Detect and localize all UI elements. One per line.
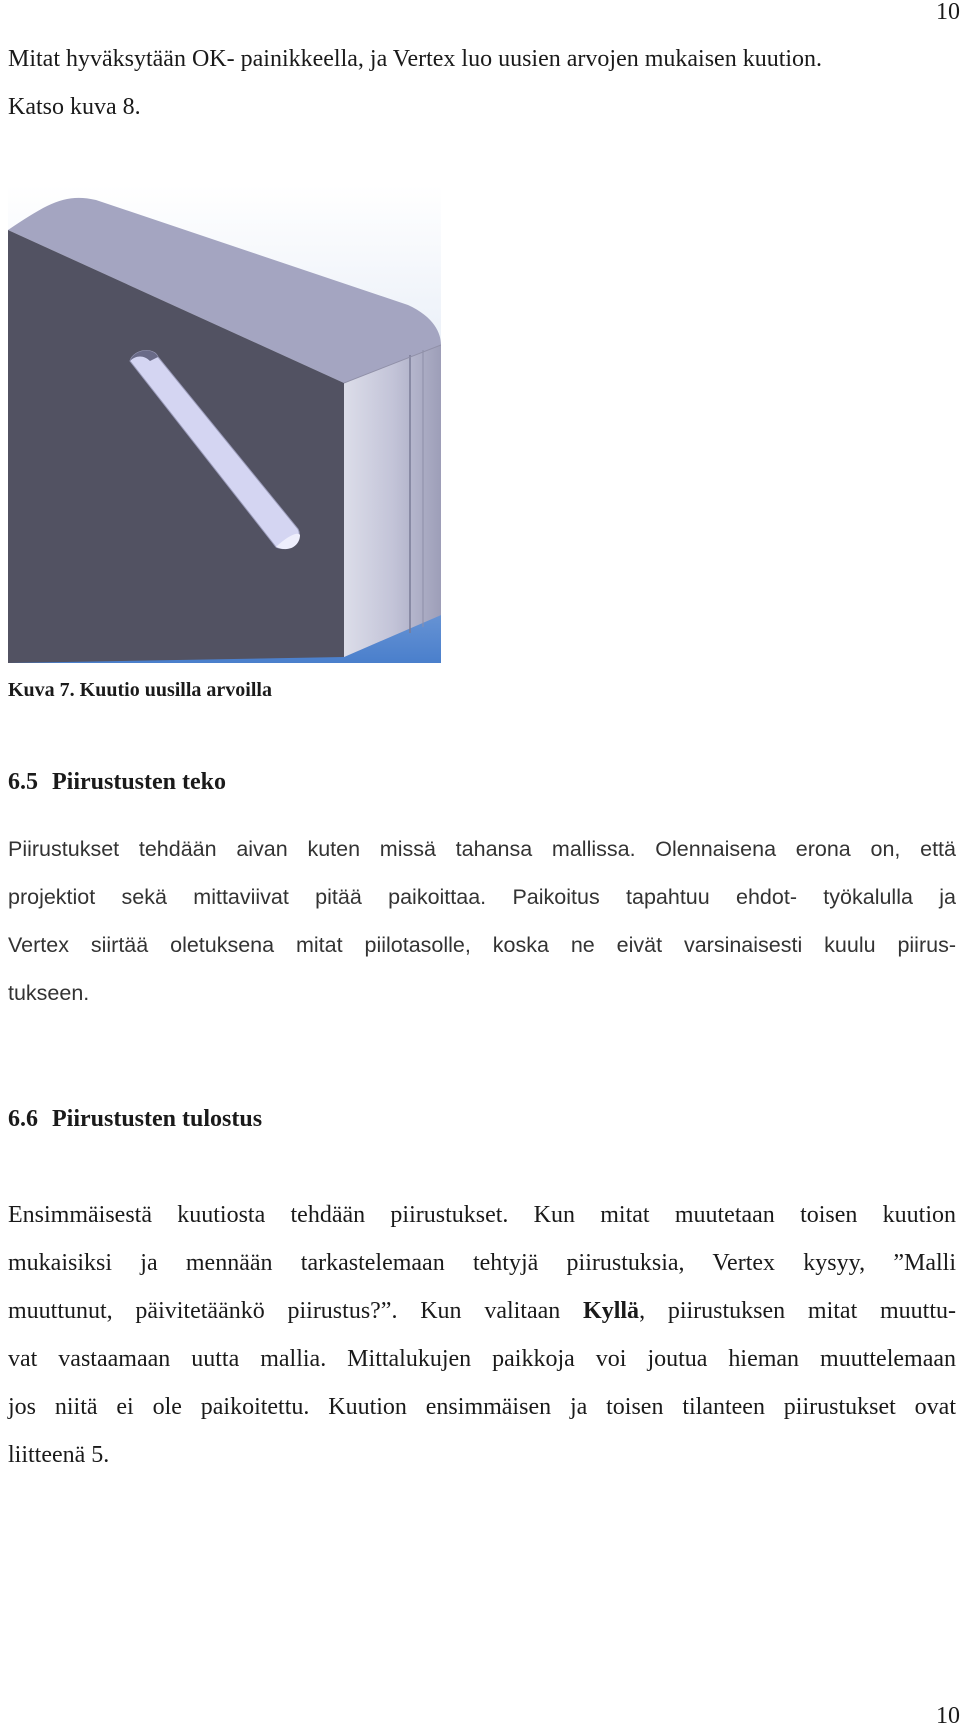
paragraph-line: vat vastaamaan uutta mallia. Mittalukujen paikkoja voi joutua hieman muuttelemaan	[8, 1346, 956, 1372]
paragraph-line: muuttunut, päivitetäänkö piirustus?”. Kun valitaan Kyllä, piirustuksen mitat muuttu-	[8, 1298, 956, 1324]
section-title: Piirustusten teko	[52, 769, 226, 795]
intro-line: Katso kuva 8.	[8, 94, 141, 120]
section-heading-6-5	[8, 767, 226, 797]
section-number: 6.6	[8, 1106, 38, 1132]
intro-paragraph	[8, 35, 956, 131]
page-number-bottom: 10	[936, 1703, 960, 1729]
paragraph-line: jos niitä ei ole paikoitettu. Kuution ensimmäisen ja toisen tilanteen piirustukset ovat	[8, 1394, 956, 1420]
paragraph-line: Ensimmäisestä kuutiosta tehdään piirustukset. Kun mitat muutetaan toisen kuution	[8, 1202, 956, 1228]
section-number: 6.5	[8, 769, 38, 795]
section-heading-6-6	[8, 1104, 262, 1134]
paragraph-line: mukaisiksi ja mennään tarkastelemaan tehtyjä piirustuksia, Vertex kysyy, ”Malli	[8, 1250, 956, 1276]
cube-figure	[8, 185, 441, 663]
paragraph-line: Piirustukset tehdään aivan kuten missä tahansa mallissa. Olennaisena erona on, että	[8, 837, 956, 861]
figure-caption: Kuva 7. Kuutio uusilla arvoilla	[8, 679, 272, 701]
paragraph-line: tukseen.	[8, 981, 90, 1005]
section-6-5-paragraph	[8, 825, 956, 1017]
page-number-top: 10	[936, 0, 960, 25]
section-6-6-paragraph	[8, 1191, 956, 1479]
bold-option-kylla: Kyllä	[583, 1298, 640, 1324]
intro-line: Mitat hyväksytään OK- painikkeella, ja Vertex luo uusien arvojen mukaisen kuution.	[8, 46, 823, 72]
paragraph-line: liitteenä 5.	[8, 1442, 110, 1468]
section-title: Piirustusten tulostus	[52, 1106, 263, 1132]
paragraph-line: Vertex siirtää oletuksena mitat piilotasolle, koska ne eivät varsinaisesti kuulu piirus-	[8, 933, 956, 957]
cube-side-face	[344, 345, 441, 657]
paragraph-line: projektiot sekä mittaviivat pitää paikoittaa. Paikoitus tapahtuu ehdot- työkalulla ja	[8, 885, 956, 909]
